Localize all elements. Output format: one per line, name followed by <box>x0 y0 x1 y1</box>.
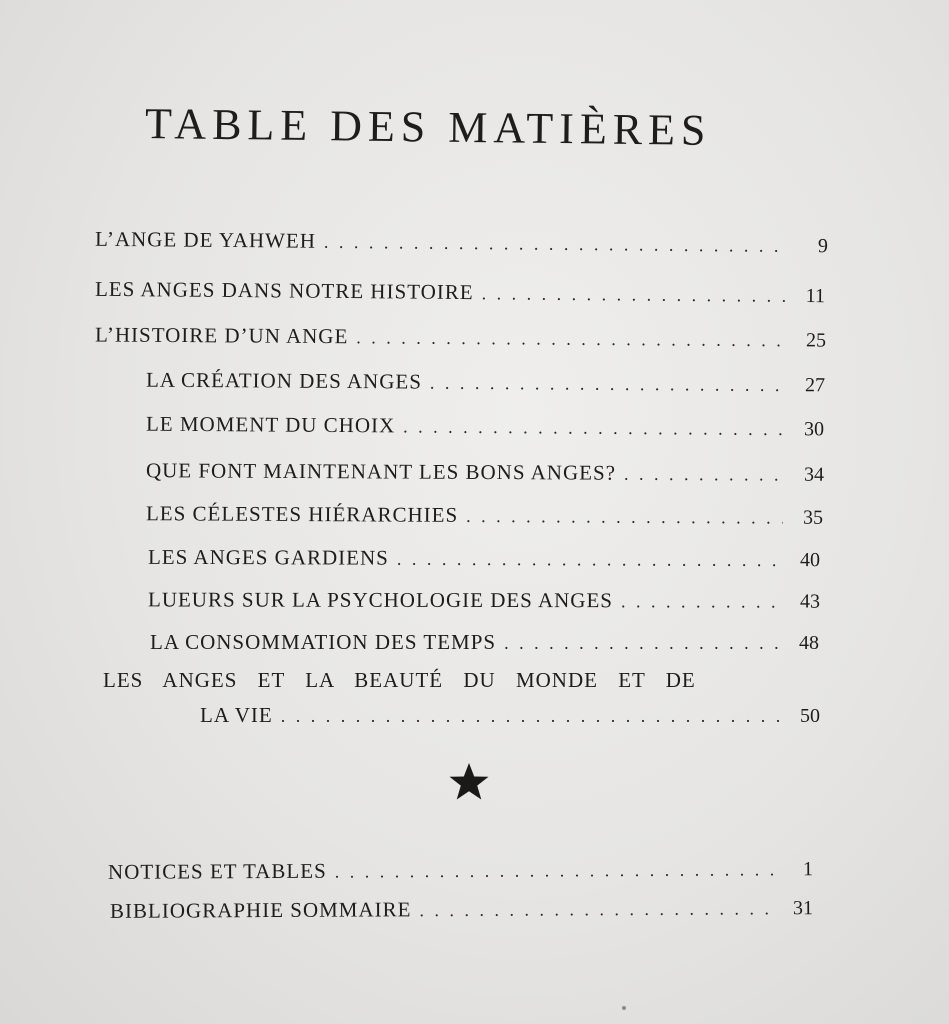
dot-leader <box>335 859 773 882</box>
star-icon <box>447 760 491 804</box>
toc-entry-page: 43 <box>799 590 821 613</box>
toc-entry <box>110 895 813 924</box>
toc-entry-page: 11 <box>805 285 826 308</box>
toc-entry-label: LES CÉLESTES HIÉRARCHIES <box>145 501 459 527</box>
dot-leader <box>504 633 779 654</box>
toc-entry-label: LES ANGES GARDIENS <box>147 544 389 570</box>
toc-entry <box>148 587 820 613</box>
toc-entry <box>108 856 813 885</box>
dot-leader <box>419 898 773 921</box>
toc-entry <box>146 501 823 530</box>
toc-entry <box>200 703 820 728</box>
toc-entry <box>95 227 828 258</box>
toc-entry-label: NOTICES ET TABLES <box>107 858 327 884</box>
dot-leader <box>397 549 780 571</box>
toc-entry <box>95 277 825 308</box>
toc-entry-page: 50 <box>800 705 820 727</box>
toc-entry <box>146 412 824 442</box>
toc-entry-label-line1: LES ANGES ET LA BEAUTÉ DU MONDE ET DE <box>103 668 696 692</box>
page-title: TABLE DES MATIÈRES <box>144 99 712 155</box>
toc-entry <box>146 368 825 398</box>
toc-entry-page: 27 <box>804 374 826 397</box>
toc-entry-label: LA CONSOMMATION DES TEMPS <box>150 630 497 654</box>
paper-speck <box>622 1006 626 1010</box>
toc-entry-label: BIBLIOGRAPHIE SOMMAIRE <box>109 897 412 923</box>
dot-leader <box>621 591 780 612</box>
toc-entry-label: QUE FONT MAINTENANT LES BONS ANGES? <box>145 458 617 485</box>
toc-entry-label: LES ANGES DANS NOTRE HISTOIRE <box>94 276 474 305</box>
toc-entry <box>150 630 819 655</box>
toc-entry-label: L’ANGE DE YAHWEH <box>94 226 317 253</box>
dot-leader <box>403 416 784 440</box>
dot-leader <box>356 327 786 351</box>
dot-leader <box>324 232 788 257</box>
toc-entry-page: 48 <box>799 632 819 654</box>
toc-entry-page: 1 <box>802 858 814 881</box>
toc-entry <box>95 322 826 352</box>
dot-leader <box>430 373 785 396</box>
toc-entry-label: LUEURS SUR LA PSYCHOLOGIE DES ANGES <box>147 587 613 613</box>
dot-leader <box>281 706 780 727</box>
toc-entry-page: 31 <box>792 897 814 920</box>
toc-entry <box>146 458 824 487</box>
dot-leader <box>466 506 783 529</box>
toc-entry <box>148 545 820 572</box>
dot-leader <box>482 283 786 307</box>
toc-entry-page: 35 <box>802 506 824 529</box>
toc-entry-page: 30 <box>803 418 825 441</box>
toc-entry-label: L’HISTOIRE D’UN ANGE <box>94 322 349 349</box>
toc-entry-label: LE MOMENT DU CHOIX <box>145 411 396 438</box>
toc-entry-label: LA CRÉATION DES ANGES <box>145 367 423 394</box>
toc-entry-page: 34 <box>803 463 825 486</box>
toc-entry-page: 9 <box>817 235 829 258</box>
toc-entry-label-line2: LA VIE <box>200 703 273 727</box>
toc-entry-page: 25 <box>805 329 827 352</box>
toc-entry-page: 40 <box>799 549 821 572</box>
dot-leader <box>624 464 784 486</box>
